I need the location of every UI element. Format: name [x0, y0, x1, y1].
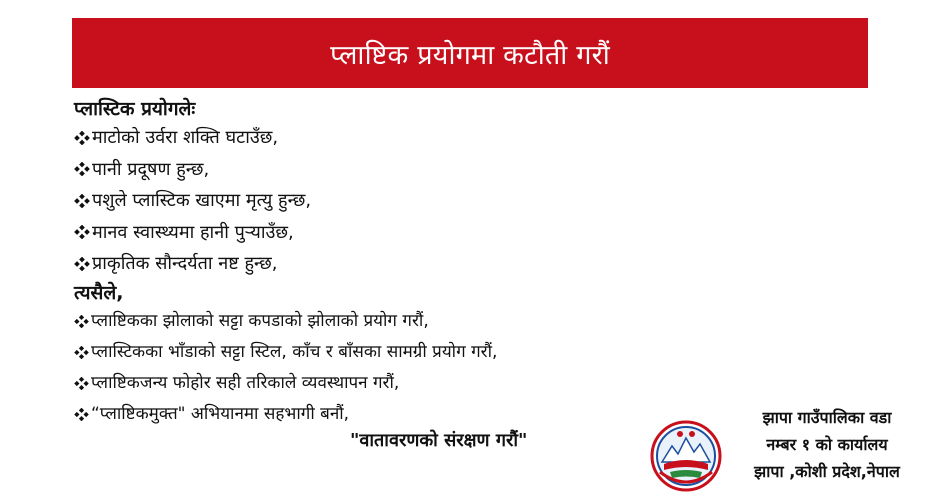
diamond-bullet-icon	[74, 346, 89, 359]
office-line: झापा ,कोशी प्रदेश,नेपाल	[754, 462, 900, 481]
office-line: नम्बर १ को कार्यालय	[766, 435, 888, 454]
effects-list	[74, 122, 714, 280]
list-item: पशुले प्लास्टिक खाएमा मृत्यु हुन्छ,	[74, 185, 714, 217]
list-item: प्लास्टिकका भाँडाको सट्टा स्टिल, काँच र बाँसका सामग्री प्रयोग गरौं,	[74, 337, 714, 368]
actions-heading: त्यसैले,	[74, 281, 124, 304]
diamond-bullet-icon	[74, 377, 89, 390]
list-item: प्राकृतिक सौन्दर्यता नष्ट हुन्छ,	[74, 248, 714, 280]
diamond-bullet-icon	[74, 225, 90, 239]
nepal-government-emblem-icon	[650, 420, 722, 492]
list-item: “प्लाष्टिकमुक्त" अभियानमा सहभागी बनौं,	[74, 399, 714, 430]
banner-title: प्लाष्टिक प्रयोगमा कटौती गरौं	[330, 39, 610, 71]
diamond-bullet-icon	[74, 162, 90, 176]
main-content	[74, 96, 714, 430]
diamond-bullet-icon	[74, 257, 90, 271]
list-item: प्लाष्टिकजन्य फोहोर सही तरिकाले व्यवस्थापन गरौं,	[74, 368, 714, 399]
diamond-bullet-icon	[74, 194, 90, 208]
effects-heading: प्लास्टिक प्रयोगलेः	[74, 98, 196, 120]
diamond-bullet-icon	[74, 131, 90, 145]
list-item: पानी प्रदूषण हुन्छ,	[74, 154, 714, 186]
slogan: "वातावरणको संरक्षण गरौं"	[350, 430, 528, 451]
list-item: मानव स्वास्थ्यमा हानी पुर्‍याउँछ,	[74, 217, 714, 249]
office-address	[722, 404, 932, 485]
list-item: माटोको उर्वरा शक्ति घटाउँछ,	[74, 122, 714, 154]
title-banner	[72, 18, 868, 88]
diamond-bullet-icon	[74, 315, 89, 328]
diamond-bullet-icon	[74, 408, 89, 421]
list-item: प्लाष्टिकका झोलाको सट्टा कपडाको झोलाको प्रयोग गरौं,	[74, 306, 714, 337]
office-line: झापा गाउँपालिका वडा	[762, 408, 892, 427]
actions-list	[74, 306, 714, 430]
